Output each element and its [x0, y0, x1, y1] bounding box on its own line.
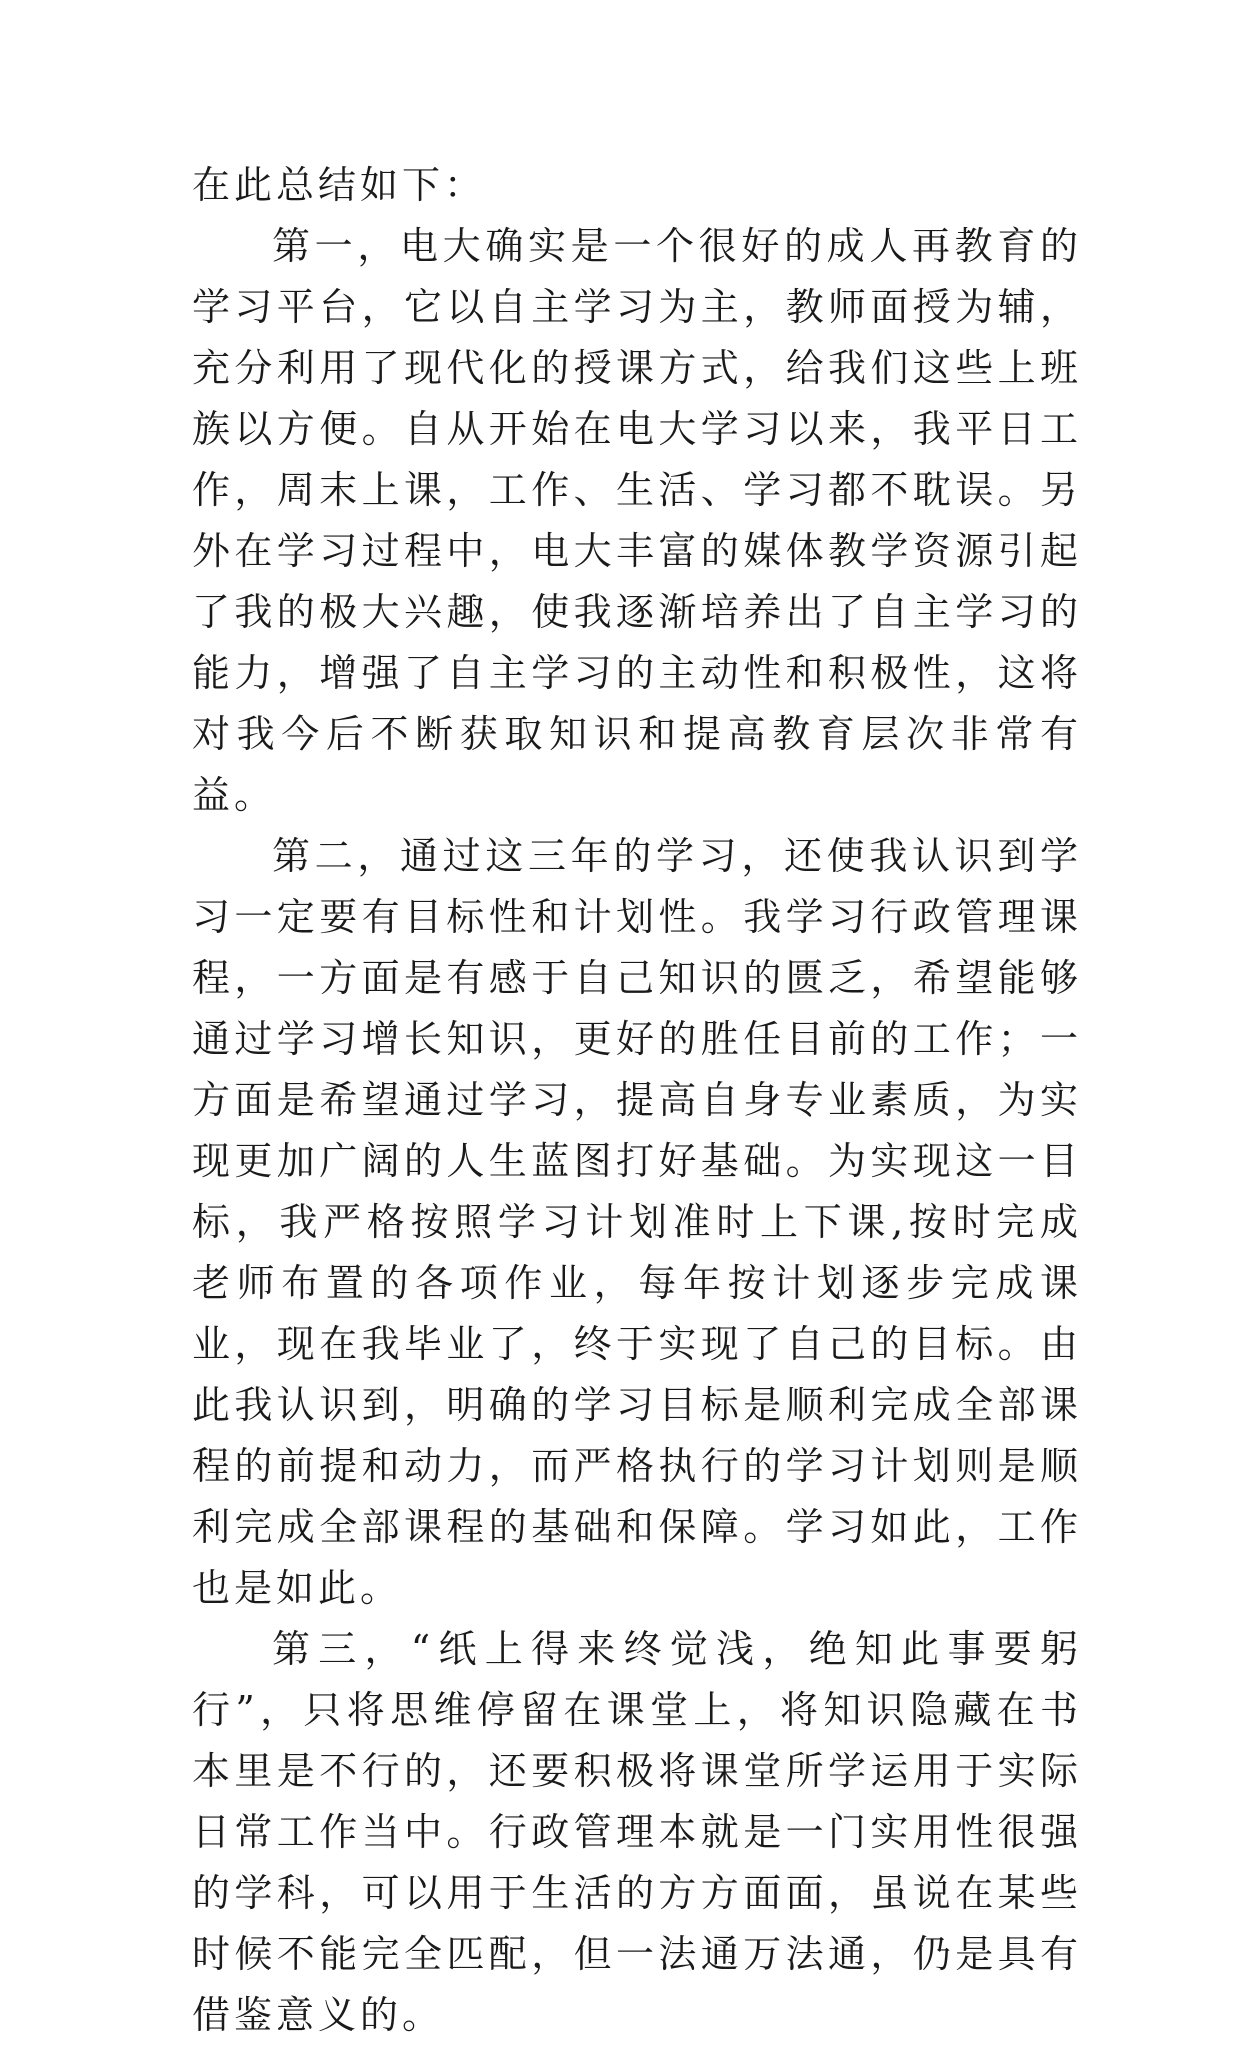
paragraph-second: 第二，通过这三年的学习，还使我认识到学习一定要有目标性和计划性。我学习行政管理课程，一方面是有感于自己知识的匮乏，希望能够通过学习增长知识，更好的胜任目前的工作；一方面是希望通过学习，提高自身专业素质，为实现更加广阔的人生蓝图打好基础。为实现这一目标，我严格按照学习计划准时上下课,按时完成老师布置的各项作业，每年按计划逐步完成课业，现在我毕业了，终于实现了自己的目标。由此我认识到，明确的学习目标是顺利完成全部课程的前提和动力，而严格执行的学习计划则是顺利完成全部课程的基础和保障。学习如此，工作也是如此。 [192, 834, 1082, 1610]
document-body [192, 155, 1082, 2046]
paragraph-third: 第三，“纸上得来终觉浅，绝知此事要躬行”，只将思维停留在课堂上，将知识隐藏在书本里是不行的，还要积极将课堂所学运用于实际日常工作当中。行政管理本就是一门实用性很强的学科，可以用于生活的方方面面，虽说在某些时候不能完全匹配，但一法通万法通，仍是具有借鉴意义的。 [192, 1627, 1082, 2037]
paragraph-intro: 在此总结如下： [192, 163, 487, 207]
paragraph-first: 第一，电大确实是一个很好的成人再教育的学习平台，它以自主学习为主，教师面授为辅，充分利用了现代化的授课方式，给我们这些上班族以方便。自从开始在电大学习以来，我平日工作，周末上课，工作、生活、学习都不耽误。另外在学习过程中，电大丰富的媒体教学资源引起了我的极大兴趣，使我逐渐培养出了自主学习的能力，增强了自主学习的主动性和积极性，这将对我今后不断获取知识和提高教育层次非常有益。 [192, 224, 1082, 817]
